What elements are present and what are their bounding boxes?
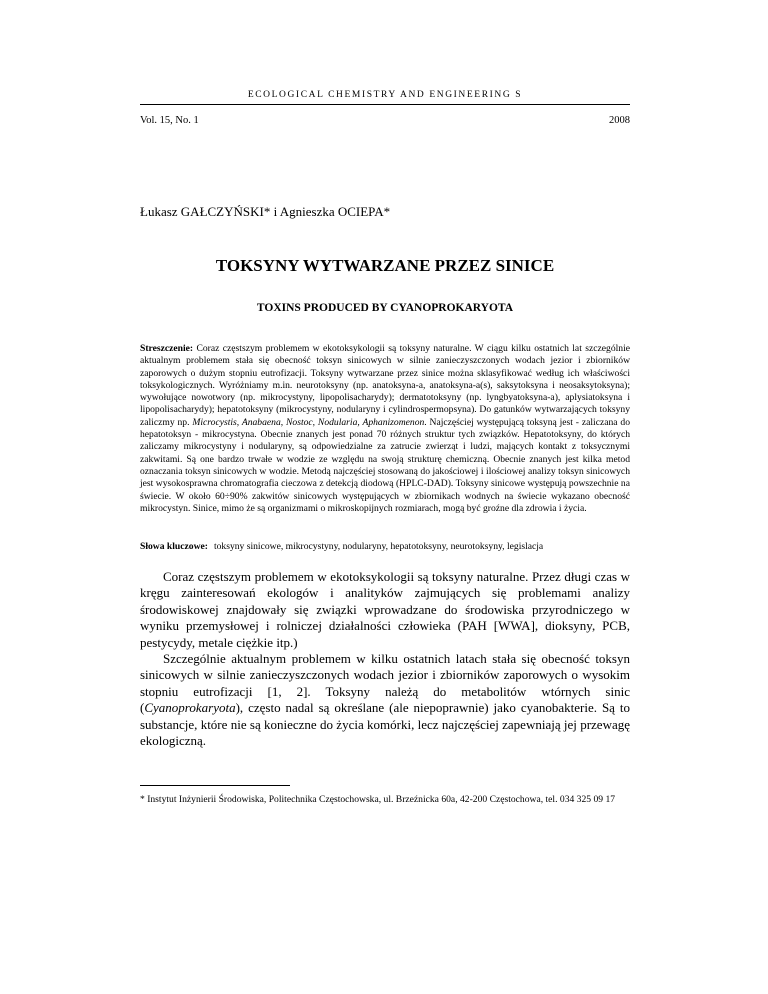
authors-line: Łukasz GAŁCZYŃSKI* i Agnieszka OCIEPA* xyxy=(140,204,391,219)
journal-running-head: ECOLOGICAL CHEMISTRY AND ENGINEERING S xyxy=(247,90,523,100)
keywords-label: Słowa kluczowe: xyxy=(140,541,208,552)
article-title: TOKSYNY WYTWARZANE PRZEZ SINICE xyxy=(215,256,555,275)
paragraph-2-part-a: Szczególnie aktualnym problemem w kilku ostatnich latach stała się obecność toksyn sinicowych w silnie zanieczyszczonych wodach jezior i zbiorników zaporowych o wysokim stopniu eutrofizacji [1, 2]. Toksyny należą do metabolitów wtórnych sinic ( xyxy=(140,651,630,716)
issue-info xyxy=(140,115,630,126)
abstract-genera: Microcystis, Anabaena, Nostoc, Nodularia, Aphanizomenon xyxy=(192,416,425,428)
abstract-label: Streszczenie: xyxy=(140,343,194,354)
footnote-affiliation: * Instytut Inżynierii Środowiska, Politechnika Częstochowska, ul. Brzeźnicka 60a, 42-200 Częstochowa, tel. 034 325 09 17 xyxy=(140,794,616,805)
article-subtitle: TOXINS PRODUCED BY CYANOPROKARYOTA xyxy=(256,302,514,314)
volume-number: Vol. 15, No. 1 xyxy=(140,115,199,126)
paragraph-2-taxon: Cyanoprokaryota xyxy=(144,700,236,716)
abstract-text-part-1: Coraz częstszym problemem w ekotoksykologii są toksyny naturalne. W ciągu kilku ostatnich lat szczególnie aktualnym problemem stała się obecność toksyn sinicowych w silnie zanieczyszczonych wodach jezior i zbiorników zaporowych o dużym stopniu eutrofizacji. Toksyny wytwarzane przez sinice można sklasyfikować według ich właściwości toksykologicznych. Wyróżniamy m.in. neurotoksyny (np. anatoksyna-a, anatoksyna-a(s), saksytoksyna i neosaksytoksyna); wywołujące nowotwory (np. mikrocystyny, lipopolisacharydy); dermatotoksyny (np. lyngbyatoksyna-a), aplysiatoksyna i lipopolisacharydy); hepatotoksyny (mikrocystyny, nodularyny i cylindrospermopsyna). Do gatunków wytwarzających toksyny zaliczmy np. xyxy=(140,343,630,428)
footnote-rule xyxy=(140,785,290,786)
keywords-values: toksyny sinicowe, mikrocystyny, nodularyny, hepatotoksyny, neurotoksyny, legislacja xyxy=(213,541,544,552)
abstract-text-part-2: . Najczęściej występującą toksyną jest - zaliczana do hepatotoksyn - mikrocystyna. Obecnie znanych jest ponad 70 różnych struktur tych związków. Hepatotoksyny, do których zaliczamy mikrocystyny i nodularyny, są odpowiedzialne za zatrucie zwierząt i ludzi, mających kontakt z toksycznymi zakwitami. Są one bardzo trwałe w wodzie ze względu na swoją strukturę chemiczną. Obecnie znanych jest kilka metod oznaczania toksyn sinicowych w wodzie. Metodą najczęściej stosowaną do jakościowej i ilościowej analizy toksyn sinicowych jest wysokosprawna chromatografia cieczowa z detekcją diodową (HPLC-DAD). Toksyny sinicowe występują powszechnie na świecie. W około 60÷90% zakwitów sinicowych występujących w zbiornikach wodnych na świecie wykazano obecność mikrocystyn. Sinice, mimo że są organizmami o mikroskopijnych rozmiarach, mogą być groźne dla zdrowia i życia. xyxy=(140,416,631,514)
publication-year: 2008 xyxy=(609,115,630,126)
body-text xyxy=(140,569,630,749)
paragraph-2-part-b: ), często nadal są określane (ale niepoprawnie) jako cyanobakterie. Są to substancje, które nie są konieczne do życia komórki, lecz najczęściej zapewniają jej przewagę ekologiczną. xyxy=(140,700,630,749)
paragraph-2 xyxy=(140,651,630,749)
paragraph-1: Coraz częstszym problemem w ekotoksykologii są toksyny naturalne. Przez długi czas w kręgu zainteresowań ekologów i analityków zajmujących się problemami analizy środowiskowej znajdowały się związki wprowadzane do środowiska przyrodniczego w wyniku przemysłowej i rolniczej działalności człowieka (PAH [WWA], dioksyny, PCB, pestycydy, metale ciężkie itp.) xyxy=(140,569,630,650)
keywords xyxy=(140,541,630,553)
header-rule xyxy=(140,104,630,105)
abstract xyxy=(140,343,630,515)
